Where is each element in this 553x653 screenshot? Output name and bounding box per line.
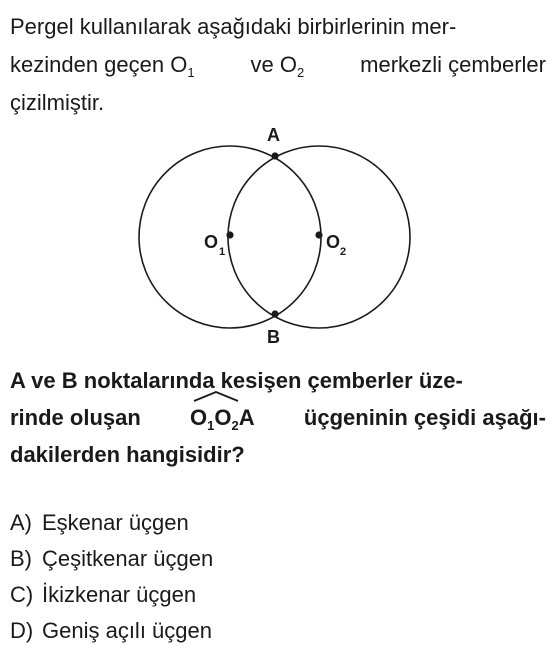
label-o2-sub: 2 xyxy=(340,246,347,258)
label-o2: O xyxy=(326,232,341,252)
question-line-2-part-b: üçgeninin çeşidi aşağı- xyxy=(303,405,546,430)
label-a: A xyxy=(267,125,280,145)
question-line-3 xyxy=(10,436,546,473)
label-o1-sub: 1 xyxy=(219,246,226,258)
option-d-text: Geniş açılı üçgen xyxy=(42,618,212,643)
question-text xyxy=(10,362,546,473)
option-b-letter: B) xyxy=(10,546,32,571)
circles-diagram xyxy=(130,118,420,350)
question-line-2-part-a: rinde oluşan xyxy=(10,405,141,430)
option-c[interactable] xyxy=(10,577,213,613)
intro-line-2-part-b: ve $O_2$ xyxy=(250,52,305,80)
option-b-text: Çeşitkenar üçgen xyxy=(42,546,214,571)
option-d[interactable] xyxy=(10,613,213,649)
intro-line-2-part-c: merkezli çemberler xyxy=(360,52,546,77)
o2-subscript: 2 xyxy=(296,65,305,80)
option-b[interactable] xyxy=(10,541,213,577)
option-a-letter: A) xyxy=(10,510,32,535)
o1-subscript: 1 xyxy=(187,65,195,80)
point-b xyxy=(271,310,278,317)
triangle-o1-sub: 1 xyxy=(207,418,215,433)
option-d-letter: D) xyxy=(10,618,34,643)
option-c-text: İkizkenar üçgen xyxy=(42,582,197,607)
question-line-1 xyxy=(10,362,546,399)
intro-line-2-part-a: kezinden geçen $O_1$ xyxy=(10,52,195,80)
triangle-o1: O xyxy=(190,405,208,430)
option-c-letter: C) xyxy=(10,582,34,607)
question-line-1-text: A ve B noktalarında kesişen çemberler üze- xyxy=(10,368,463,393)
label-b: B xyxy=(267,327,280,347)
triangle-o2: O xyxy=(214,405,232,430)
option-a-text: Eşkenar üçgen xyxy=(42,510,189,535)
answer-options xyxy=(10,505,213,649)
label-o1: O xyxy=(204,232,219,252)
point-o2 xyxy=(315,231,322,238)
question-line-3-text: dakilerden hangisidir? xyxy=(10,442,245,467)
intro-line-1-text: Pergel kullanılarak aşağıdaki birbirlerinin mer- xyxy=(10,14,457,39)
intro-line-3: çizilmiştir. xyxy=(10,90,105,115)
triangle-a: A xyxy=(238,405,255,430)
problem-intro xyxy=(10,8,546,122)
point-o1 xyxy=(226,231,233,238)
intro-line-2 xyxy=(10,46,546,84)
option-a[interactable] xyxy=(10,505,213,541)
circles-svg xyxy=(130,118,420,350)
arc-hat-icon xyxy=(193,390,239,402)
triangle-o2-sub: 2 xyxy=(231,418,239,433)
question-line-2 xyxy=(10,399,546,436)
intro-line-1 xyxy=(10,8,546,46)
triangle-notation xyxy=(190,399,255,436)
point-a xyxy=(271,152,278,159)
